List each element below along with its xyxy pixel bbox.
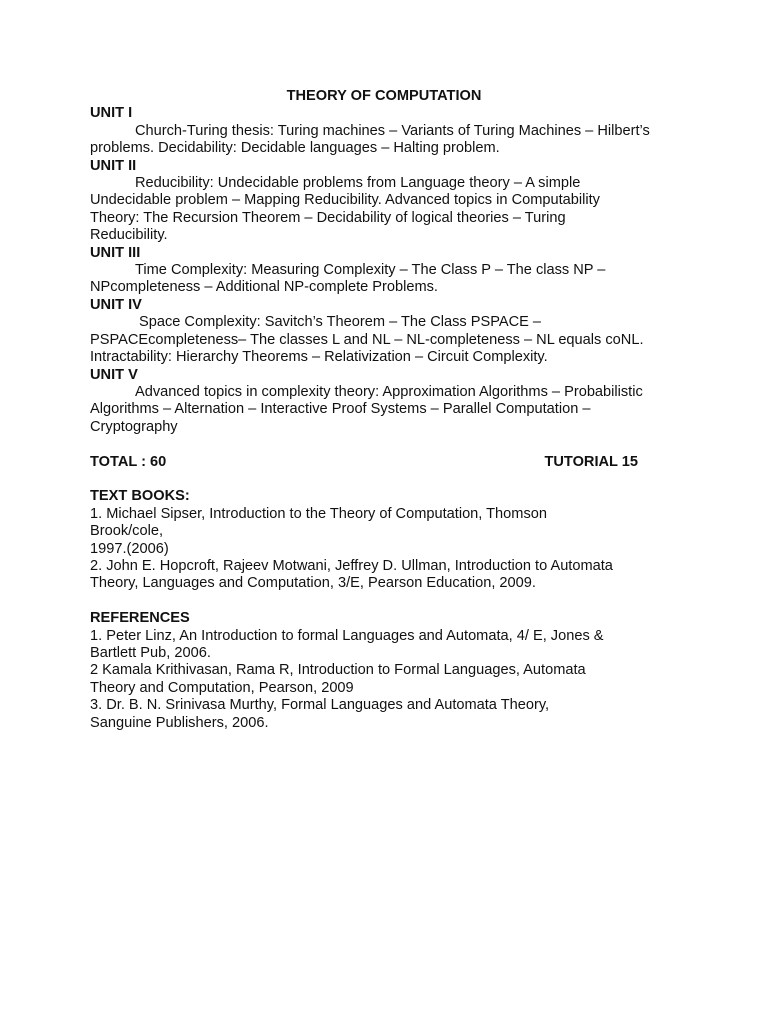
text-book-line: Theory, Languages and Computation, 3/E, Pearson Education, 2009. [90, 575, 536, 592]
reference-line: 2 Kamala Krithivasan, Rama R, Introduction to Formal Languages, Automata [90, 662, 586, 679]
reference-line: Theory and Computation, Pearson, 2009 [90, 679, 354, 696]
unit-5-line: Advanced topics in complexity theory: Approximation Algorithms – Probabilistic [135, 383, 643, 400]
unit-1-heading: UNIT I [90, 105, 133, 122]
spacer [90, 471, 650, 488]
unit-4-line: Space Complexity: Savitch’s Theorem – The Class PSPACE – [139, 314, 542, 331]
reference-line: Bartlett Pub, 2006. [90, 644, 211, 661]
unit-1-text [90, 123, 650, 158]
unit-4-line: Intractability: Hierarchy Theorems – Relativization – Circuit Complexity. [90, 349, 548, 366]
reference-line: 1. Peter Linz, An Introduction to formal Languages and Automata, 4/ E, Jones & [90, 627, 604, 644]
unit-5-line: Algorithms – Alternation – Interactive Proof Systems – Parallel Computation – [90, 401, 591, 418]
unit-5-section [90, 367, 650, 437]
unit-1-section [90, 105, 650, 157]
text-books-section [90, 488, 650, 592]
reference-line: 3. Dr. B. N. Srinivasa Murthy, Formal Languages and Automata Theory, [90, 697, 550, 714]
unit-4-heading: UNIT IV [90, 296, 142, 313]
unit-3-text [90, 262, 650, 297]
text-book-line: 2. John E. Hopcroft, Rajeev Motwani, Jeffrey D. Ullman, Introduction to Automata [90, 557, 613, 574]
unit-3-section [90, 245, 650, 297]
total-hours: TOTAL : 60 [90, 453, 167, 470]
unit-2-line: Undecidable problem – Mapping Reducibility. Advanced topics in Computability [90, 192, 600, 209]
unit-2-text [90, 175, 650, 245]
unit-2-line: Reducibility: Undecidable problems from Language theory – A simple [135, 175, 581, 192]
unit-3-line: Time Complexity: Measuring Complexity – The Class P – The class NP – [135, 262, 606, 279]
text-book-line: 1997.(2006) [90, 540, 169, 557]
unit-4-section [90, 297, 650, 367]
unit-2-section [90, 158, 650, 245]
unit-5-text [90, 384, 650, 436]
references-heading: REFERENCES [90, 610, 190, 627]
unit-3-heading: UNIT III [90, 244, 141, 261]
references-section [90, 610, 650, 732]
unit-2-line: Theory: The Recursion Theorem – Decidability of logical theories – Turing [90, 209, 566, 226]
spacer [90, 593, 650, 610]
syllabus-page [90, 88, 650, 732]
unit-2-heading: UNIT II [90, 157, 137, 174]
spacer [90, 436, 650, 453]
text-books-heading: TEXT BOOKS: [90, 488, 190, 505]
unit-2-line: Reducibility. [90, 227, 168, 244]
unit-1-line: problems. Decidability: Decidable languages – Halting problem. [90, 140, 500, 157]
unit-5-heading: UNIT V [90, 366, 138, 383]
text-book-line: 1. Michael Sipser, Introduction to the Theory of Computation, Thomson [90, 505, 547, 522]
unit-3-line: NPcompleteness – Additional NP-complete Problems. [90, 279, 438, 296]
unit-4-line: PSPACEcompleteness– The classes L and NL – NL-completeness – NL equals coNL. [90, 331, 644, 348]
page-title: THEORY OF COMPUTATION [286, 88, 482, 104]
reference-line: Sanguine Publishers, 2006. [90, 714, 269, 731]
unit-1-line: Church-Turing thesis: Turing machines – Variants of Turing Machines – Hilbert’s [135, 122, 650, 139]
tutorial-hours: TUTORIAL 15 [544, 453, 638, 470]
text-book-line: Brook/cole, [90, 523, 164, 540]
total-row [90, 454, 638, 471]
unit-4-text [90, 314, 650, 366]
unit-5-line: Cryptography [90, 418, 178, 435]
